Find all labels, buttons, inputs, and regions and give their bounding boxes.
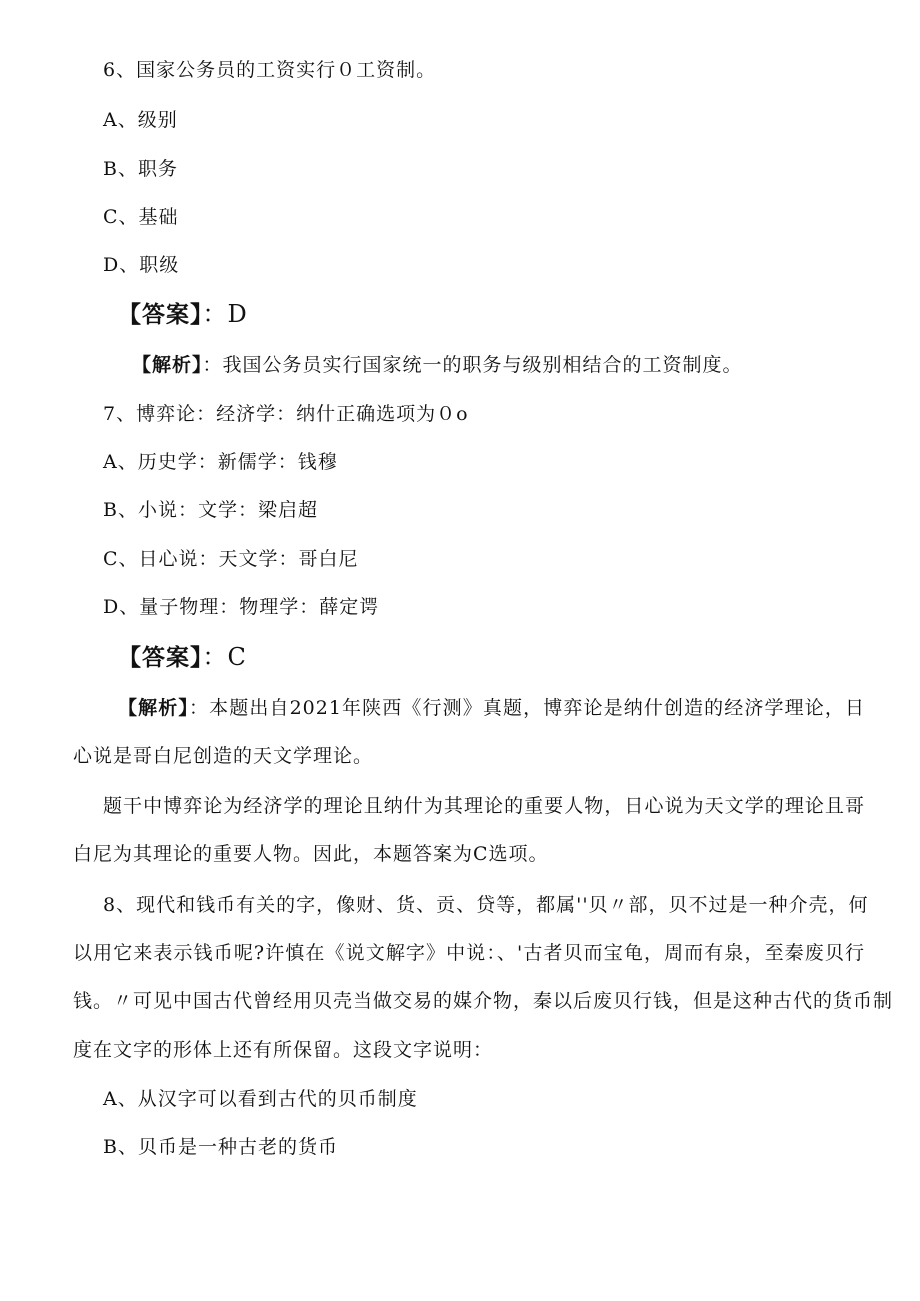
analysis-text: ：本题出自2021年陕西《行测》真题，博弈论是纳什创造的经济学理论，日: [188, 697, 865, 719]
question-8-option-b: B、贝币是一种古老的货币: [103, 1136, 338, 1158]
question-7-paragraph-line-2: 白尼为其理论的重要人物。因此，本题答案为C选项。: [73, 843, 549, 865]
question-8-stem-line-4: 度在文字的形体上还有所保留。这段文字说明：: [73, 1039, 494, 1061]
question-7-analysis-line-2: 心说是哥白尼创造的天文学理论。: [73, 745, 374, 767]
question-6-stem: 6、国家公务员的工资实行０工资制。: [103, 59, 437, 81]
question-6-option-c: C、基础: [103, 206, 179, 228]
question-7-option-d: D、量子物理：物理学：薛定谔: [103, 596, 380, 618]
question-7-option-a: A、历史学：新儒学：钱穆: [103, 451, 338, 473]
analysis-text: ：我国公务员实行国家统一的职务与级别相结合的工资制度。: [202, 354, 743, 376]
question-6-option-b: B、职务: [103, 158, 178, 180]
question-7-answer: [118, 645, 247, 670]
answer-label: 【答案】: [118, 302, 203, 328]
question-7-option-c: C、日心说：天文学：哥白尼: [103, 548, 359, 570]
analysis-label: 【解析】: [132, 354, 203, 376]
question-6-answer: [118, 302, 248, 327]
question-6-analysis: [132, 353, 743, 377]
question-7-option-b: B、小说：文学：梁启超: [103, 499, 318, 521]
analysis-label: 【解析】: [118, 697, 189, 719]
question-7-paragraph-line-1: 题干中博弈论为经济学的理论且纳什为其理论的重要人物，日心说为天文学的理论且哥: [103, 795, 865, 817]
question-6-option-a: A、级别: [103, 109, 178, 131]
question-6-option-d: D、职级: [103, 254, 180, 276]
question-8-stem-line-3: 钱。〃可见中国古代曾经用贝壳当做交易的媒介物，秦以后废贝行钱，但是这种古代的货币制: [73, 990, 894, 1012]
question-8-option-a: A、从汉字可以看到古代的贝币制度: [103, 1088, 418, 1110]
answer-label: 【答案】: [118, 645, 203, 671]
answer-value: ：C: [202, 643, 247, 671]
question-7-analysis-line-1: [118, 696, 865, 720]
question-7-stem: 7、博弈论：经济学：纳什正确选项为０o: [103, 403, 469, 425]
question-8-stem-line-2: 以用它来表示钱币呢?许慎在《说文解字》中说：、'古者贝而宝龟，周而有泉，至秦废贝行: [73, 942, 865, 964]
question-8-stem-line-1: 8、现代和钱币有关的字，像财、货、贡、贷等，都属''贝〃部，贝不过是一种介壳，何: [103, 894, 869, 916]
answer-value: ：D: [202, 300, 248, 328]
